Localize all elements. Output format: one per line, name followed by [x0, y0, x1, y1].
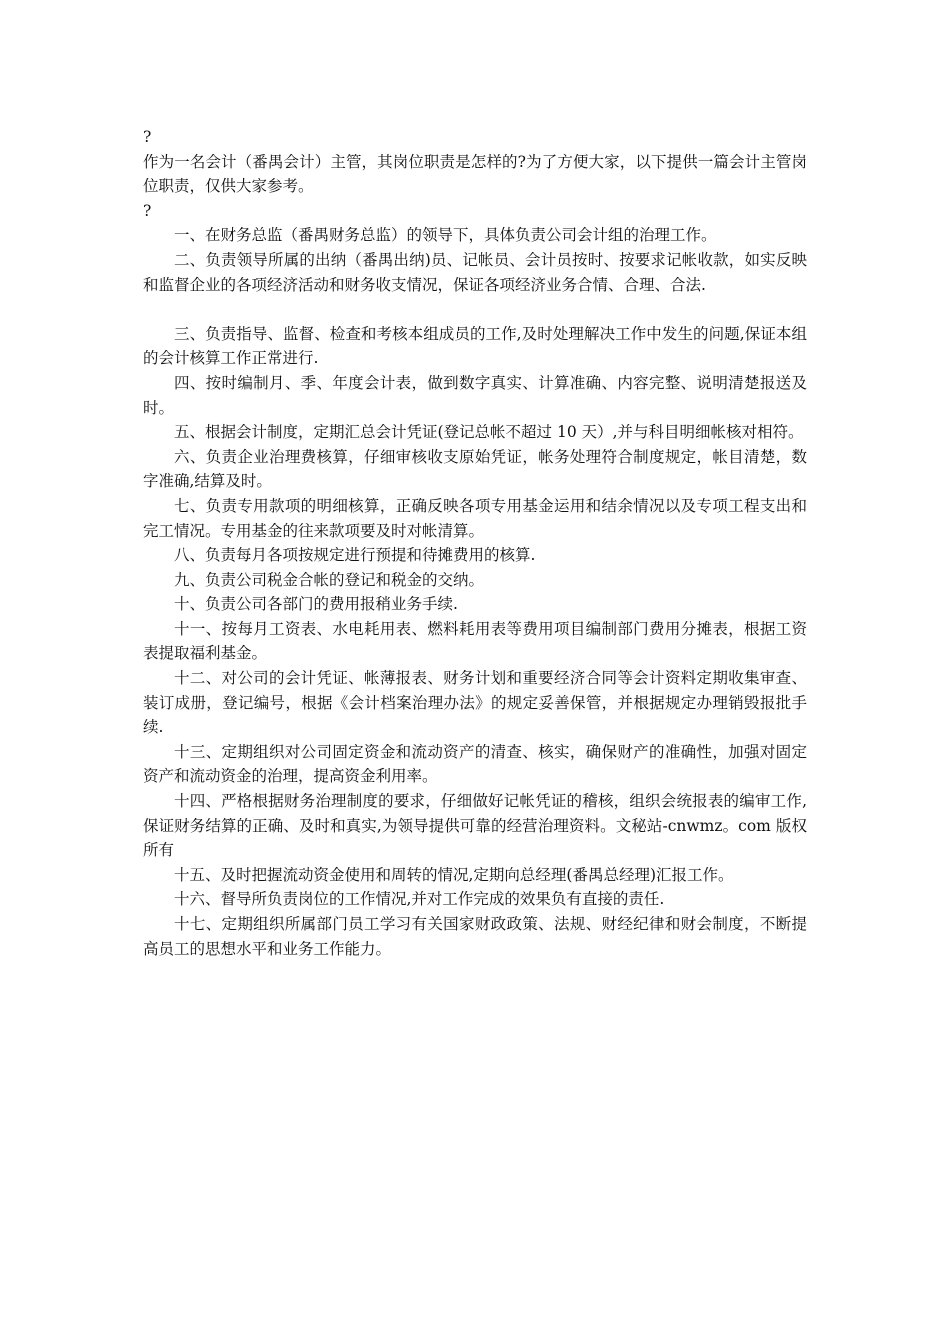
paragraph: 十三、定期组织对公司固定资金和流动资产的清查、核实，确保财产的准确性，加强对固定资产和流动资金的治理，提高资金利用率。: [143, 742, 807, 786]
document-body: [143, 125, 807, 961]
paragraph: 九、负责公司税金合帐的登记和税金的交纳。: [174, 570, 485, 589]
paragraph: 八、负责每月各项按规定进行预提和待摊费用的核算.: [174, 546, 536, 565]
paragraph: 十、负责公司各部门的费用报稍业务手续.: [174, 595, 458, 614]
paragraph: 十七、定期组织所属部门员工学习有关国家财政政策、法规、财经纪律和财会制度，不断提高员工的思想水平和业务工作能力。: [143, 915, 807, 958]
paragraph: 二、负责领导所属的出纳（番禺出纳)员、记帐员、会计员按时、按要求记帐收款，如实反映和监督企业的各项经济活动和财务收支情况，保证各项经济业务合情、合理、合法.: [143, 250, 807, 294]
paragraph: 六、负责企业治理费核算，仔细审核收支原始凭证，帐务处理符合制度规定，帐目清楚，数字准确,结算及时。: [143, 447, 807, 491]
paragraph: 五、根据会计制度，定期汇总会计凭证(登记总帐不超过 10 天）,并与科目明细帐核对相符。: [174, 423, 804, 442]
paragraph: 三、负责指导、监督、检查和考核本组成员的工作,及时处理解决工作中发生的问题,保证本组的会计核算工作正常进行.: [143, 324, 807, 368]
paragraph: ?: [143, 201, 152, 220]
paragraph: 七、负责专用款项的明细核算，正确反映各项专用基金运用和结余情况以及专项工程支出和完工情况。专用基金的往来款项要及时对帐清算。: [143, 496, 807, 540]
paragraph: 十四、严格根据财务治理制度的要求，仔细做好记帐凭证的稽核，组织会统报表的编审工作,保证财务结算的正确、及时和真实,为领导提供可靠的经营治理资料。文秘站-cnwmz。com 版权所有: [143, 792, 807, 860]
paragraph: 作为一名会计（番禺会计）主管，其岗位职责是怎样的?为了方便大家，以下提供一篇会计主管岗位职责，仅供大家参考。: [143, 152, 807, 196]
paragraph: ?: [143, 128, 152, 146]
paragraph: 十二、对公司的会计凭证、帐薄报表、财务计划和重要经济合同等会计资料定期收集审查、装订成册，登记编号，根据《会计档案治理办法》的规定妥善保管，并根据规定办理销毁报批手续.: [143, 669, 807, 737]
paragraph: 十五、及时把握流动资金使用和周转的情况,定期向总经理(番禺总经理)汇报工作。: [174, 865, 734, 884]
paragraph: 一、在财务总监（番禺财务总监）的领导下，具体负责公司会计组的治理工作。: [174, 226, 717, 245]
paragraph: 十六、督导所负责岗位的工作情况,并对工作完成的效果负有直接的责任.: [174, 890, 665, 909]
paragraph: 四、按时编制月、季、年度会计表，做到数字真实、计算准确、内容完整、说明清楚报送及时。: [143, 373, 807, 417]
blank-line: [143, 297, 807, 322]
paragraph: 十一、按每月工资表、水电耗用表、燃料耗用表等费用项目编制部门费用分摊表，根据工资表提取福利基金。: [143, 619, 807, 663]
